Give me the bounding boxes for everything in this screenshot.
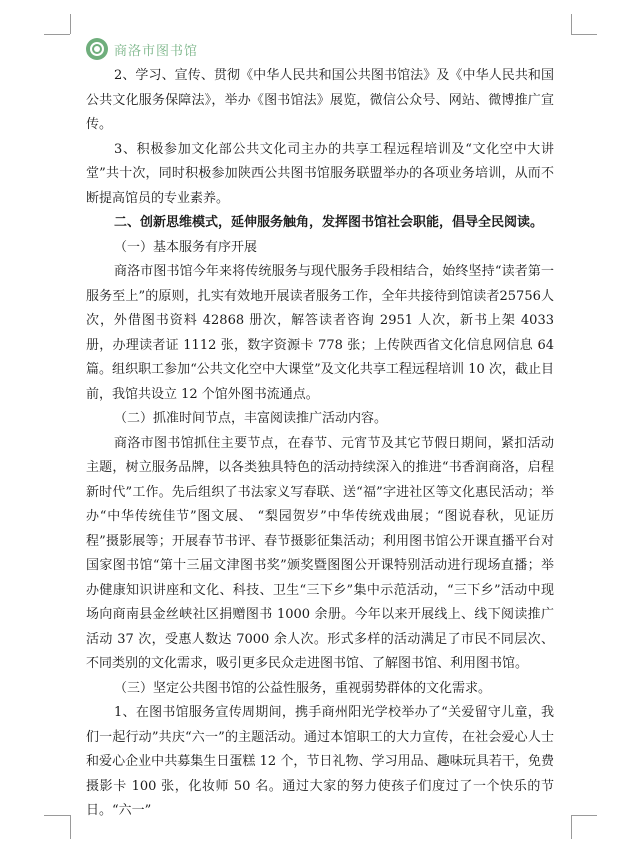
crop-mark-top-right-v [571, 14, 572, 34]
paragraph-law-promotion: 2、学习、宣传、贯彻《中华人民共和国公共图书馆法》及《中华人民共和国公共文化服务保障法》，举办《图书馆法》展览，微信公众号、网站、微博推广宣传。 [86, 68, 554, 132]
crop-mark-bottom-right-h [571, 815, 597, 816]
paragraph-training: 3、积极参加文化部公共文化司主办的共享工程远程培训及“文化空中大讲堂”共十次，同时积极参加陕西公共图书馆服务联盟举办的各项业务培训，从而不断提高馆员的专业素养。 [86, 141, 554, 206]
crop-mark-bottom-left-h [44, 815, 70, 816]
library-logo-icon [86, 38, 108, 60]
subheading-reading-promotion: （二）抓准时间节点，丰富阅读推广活动内容。 [114, 411, 388, 426]
subheading-basic-service: （一）基本服务有序开展 [114, 239, 258, 255]
crop-mark-bottom-right-v [571, 815, 572, 839]
subheading-public-welfare: （三）坚定公共图书馆的公益性服务，重视弱势群体的文化需求。 [114, 680, 492, 696]
crop-mark-top-left-h [44, 34, 70, 35]
library-logo-text: 商洛市图书馆 [114, 43, 199, 59]
document-body [86, 64, 554, 824]
paragraph-childrens-day: 1、在图书馆服务宣传周期间，携手商州阳光学校举办了“关爱留守儿童，我们一起行动”共庆“六一”的主题活动。通过本馆职工的大力宣传，在社会爱心人士和爱心企业中共募集生日蛋糕 12 个，节日礼物、学习用品、趣味玩具若干，免费摄影卡 100 张，化妆师 50 名。通过大家的努力使孩子们度过了一个快乐的节日。“六一” [86, 705, 554, 818]
section-heading-2: 二、创新思维模式，延伸服务触角，发挥图书馆社会职能，倡导全民阅读。 [114, 215, 544, 230]
paragraph-basic-service: 商洛市图书馆今年来将传统服务与现代服务手段相结合，始终坚持“读者第一 服务至上”的原则，扎实有效地开展读者服务工作，全年共接待到馆读者25756人次，外借图书资料 42868 册次，解答读者咨询 2951 人次，新书上架 4033 册，办理读者证 1112 张，数字资源卡 778 张；上传陕西省文化信息网信息 64 篇。组织职工参加“公共文化空中大课堂”及文化共享工程远程培训 10 次，截止目前，我馆共设立 12 个馆外图书流通点。 [86, 264, 554, 402]
crop-mark-bottom-left-v [70, 815, 71, 839]
crop-mark-top-left-v [70, 14, 71, 34]
library-logo [86, 38, 198, 60]
crop-mark-top-right-h [571, 34, 597, 35]
paragraph-reading-promotion: 商洛市图书馆抓住主要节点，在春节、元宵节及其它节假日期间，紧扣活动主题，树立服务品牌，以各类独具特色的活动持续深入的推进“书香润商洛，启程新时代”工作。先后组织了书法家义写春联、送“福”字进社区等文化惠民活动；举办“中华传统佳节”图文展、 “梨园贺岁”中华传统戏曲展；“图说春秋，见证历程”摄影展等；开展春节书评、春节摄影征集活动；利用图书馆公开课直播平台对国家图书馆“第十三届文津图书奖”颁奖暨图图公开课特别活动进行现场直播；举办健康知识讲座和文化、科技、卫生“三下乡”集中示范活动，“三下乡”活动中现场向商南县金丝峡社区捐赠图书 1000 余册。今年以来开展线上、线下阅读推广活动 37 次，受惠人数达 7000 余人次。形式多样的活动满足了市民不同层次、不同类别的文化需求，吸引更多民众走进图书馆、了解图书馆、利用图书馆。 [86, 435, 554, 671]
